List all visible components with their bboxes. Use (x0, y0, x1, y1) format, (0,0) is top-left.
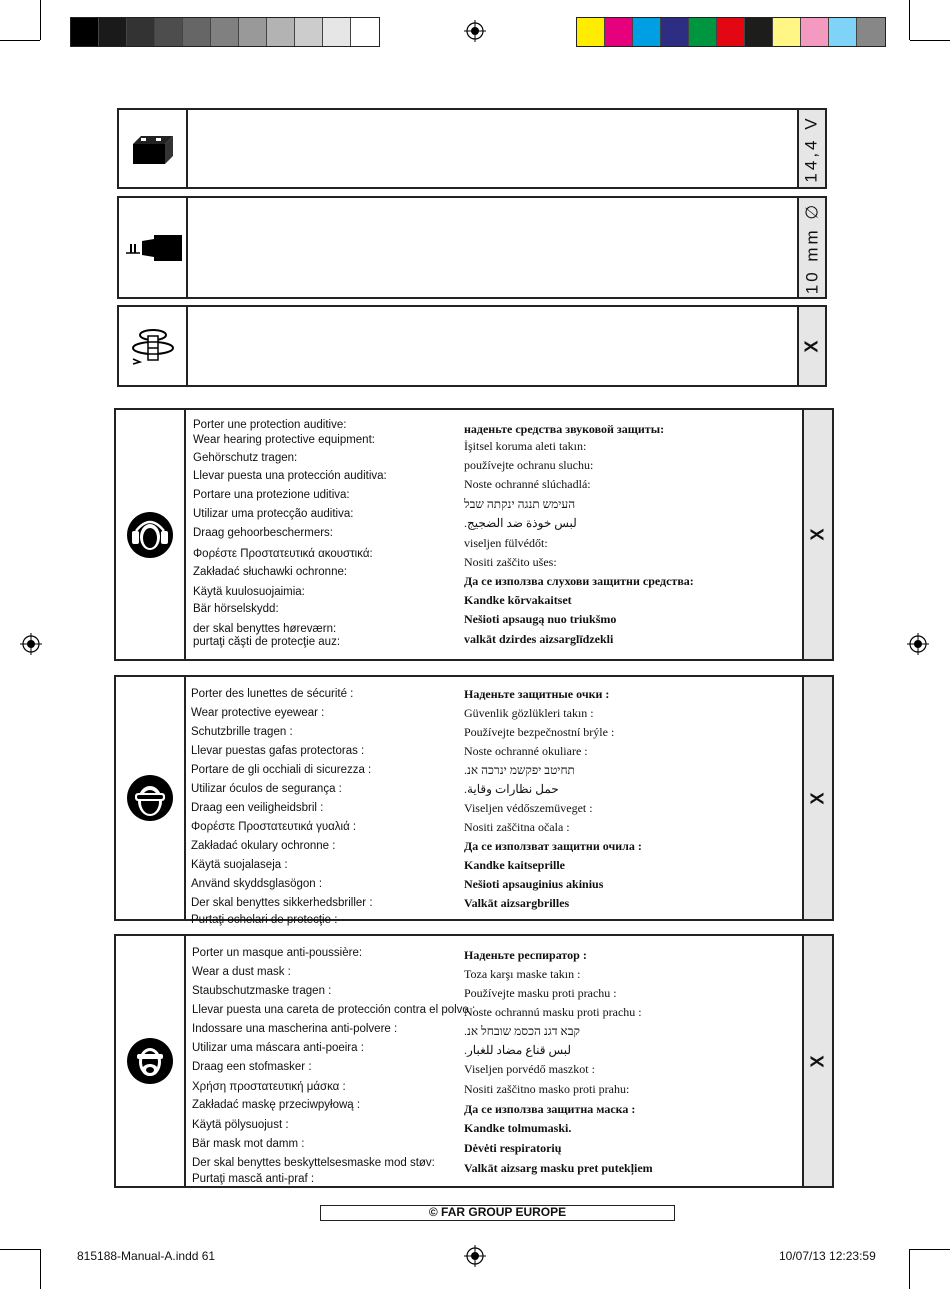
instruction-line: der skal benyttes høreværn: (193, 623, 337, 635)
chuck-capacity-value: 10 mm ∅ (802, 201, 821, 294)
crop-mark (910, 40, 950, 41)
voltage-value: 14,4 V (802, 114, 821, 183)
color-swatch (689, 18, 717, 46)
instruction-line: Käytä kuulosuojaimia: (193, 586, 305, 598)
instruction-line: наденьте средства звуковой защиты: (464, 422, 665, 436)
color-swatch (577, 18, 605, 46)
instruction-line: Purtaţi ochelari de protecţie : (191, 914, 338, 926)
instruction-line: Portare de gli occhiali di sicurezza : (191, 764, 372, 776)
hearing-applicable-mark: X (807, 528, 828, 541)
crop-mark (40, 0, 41, 40)
spec-row-torque (117, 305, 827, 387)
instruction-line: Güvenlik gözlükleri takın : (464, 706, 594, 720)
instruction-line: Porter un masque anti-poussière: (192, 947, 363, 959)
instruction-line: Dėvėti respiratorių (464, 1141, 562, 1155)
instruction-line: Llevar puesta una protección auditiva: (193, 470, 387, 482)
safety-icon-cell (116, 936, 186, 1186)
color-swatch (661, 18, 689, 46)
spec-row-chuck (117, 196, 827, 299)
print-timestamp: 10/07/13 12:23:59 (779, 1249, 876, 1263)
instruction-line: Viseljen porvédő maszkot : (464, 1062, 595, 1076)
color-swatch (295, 18, 323, 46)
instruction-line: Nešioti apsaugą nuo triukšmo (464, 612, 617, 626)
instruction-line: purtaţi căşti de protecţie auz: (193, 636, 341, 648)
color-swatch (717, 18, 745, 46)
instruction-line: Valkāt aizsargbrilles (464, 896, 570, 910)
spec-value-cell (797, 307, 825, 385)
instruction-line: Noste ochrannú masku proti prachu : (464, 1005, 642, 1019)
instruction-line: Да се използва слухови защитни средства: (464, 574, 694, 588)
crop-mark (909, 0, 910, 40)
spec-icon-cell (119, 110, 188, 187)
instruction-line: Kandke kaitseprille (464, 858, 566, 872)
battery-icon (129, 132, 177, 166)
safety-value-cell (802, 677, 832, 919)
instruction-line: Φορέστε Προστατευτικά γυαλιά : (191, 821, 357, 833)
instruction-line: Zakładać słuchawki ochronne: (193, 566, 348, 578)
instruction-line: Наденьте респиратор : (464, 948, 587, 962)
safety-value-cell (802, 936, 832, 1186)
crop-mark (40, 1249, 41, 1289)
crop-mark (910, 1249, 950, 1250)
instruction-line: Utilizar uma máscara anti-poeira : (192, 1042, 364, 1054)
safety-box-eyewear (114, 675, 834, 926)
instruction-line: لبس قناع مضاد للغبار. (464, 1043, 572, 1057)
hearing-protection-icon (126, 511, 174, 559)
color-swatch (633, 18, 661, 46)
instruction-line: Draag een stofmasker : (192, 1061, 312, 1073)
instruction-line: Llevar puesta una careta de protección contra el polvo : (192, 1004, 476, 1016)
instruction-line: Llevar puestas gafas protectoras : (191, 745, 365, 757)
brand-footer: © FAR GROUP EUROPE (320, 1205, 675, 1221)
instruction-line: Zakładać okulary ochronne : (191, 840, 336, 852)
instruction-line: Да се използва защитна маска : (464, 1102, 636, 1116)
instruction-line: Valkāt aizsarg masku pret putekļiem (464, 1161, 653, 1175)
instruction-line: Der skal benyttes beskyttelsesmaske mod støv: (192, 1157, 435, 1169)
instruction-line: Toza karşı maske takın : (464, 967, 581, 981)
instruction-line: Nešioti apsauginius akinius (464, 877, 604, 891)
grayscale-calibration-bar (70, 17, 380, 47)
instruction-line: Purtaţi mască anti-praf : (192, 1173, 315, 1185)
color-swatch (605, 18, 633, 46)
color-swatch (71, 18, 99, 46)
instruction-line: Wear a dust mask : (192, 966, 291, 978)
registration-mark-icon (464, 20, 486, 42)
instruction-line: İşitsel koruma aleti takın: (464, 439, 587, 453)
color-swatch (183, 18, 211, 46)
instruction-line: Draag gehoorbeschermers: (193, 527, 333, 539)
file-slug: 815188-Manual-A.indd 61 (77, 1249, 216, 1263)
torque-clutch-icon (130, 326, 176, 366)
chuck-icon (122, 231, 184, 265)
instruction-line: valkāt dzirdes aizsarglīdzekli (464, 632, 614, 646)
instruction-line: Nositi zaščitna očala : (464, 820, 570, 834)
dust-mask-icon (126, 1037, 174, 1085)
instruction-line: Zakładać maskę przeciwpyłową : (192, 1099, 361, 1111)
color-swatch (801, 18, 829, 46)
instruction-line: Gehörschutz tragen: (193, 452, 298, 464)
instruction-line: Utilizar óculos de segurança : (191, 783, 342, 795)
instruction-line: Nositi zaščito ušes: (464, 555, 557, 569)
instruction-line: حمل نظارات وقاية. (464, 782, 559, 796)
instruction-line: Kandke kõrvakaitset (464, 593, 572, 607)
instruction-line: Portare una protezione uditiva: (193, 489, 350, 501)
safety-box-hearing (114, 408, 834, 661)
color-swatch (829, 18, 857, 46)
crop-mark (909, 1249, 910, 1289)
instruction-line: Χρήση προστατευτική μάσκα : (192, 1081, 346, 1093)
color-swatch (155, 18, 183, 46)
instruction-line: Der skal benyttes sikkerhedsbriller : (191, 897, 373, 909)
crop-mark (0, 1249, 40, 1250)
instruction-line: viseljen fülvédőt: (464, 536, 548, 550)
dust-mask-applicable-mark: X (807, 1054, 828, 1068)
instruction-line: Kandke tolmumaski. (464, 1121, 572, 1135)
instruction-line: Staubschutzmaske tragen : (192, 985, 332, 997)
safety-icon-cell (116, 410, 186, 659)
safety-icon-cell (116, 677, 186, 919)
instruction-line: Porter des lunettes de sécurité : (191, 688, 354, 700)
instruction-line: Porter une protection auditive: (193, 419, 347, 431)
color-swatch (351, 18, 379, 46)
color-swatch (323, 18, 351, 46)
crop-mark (0, 40, 40, 41)
instruction-line: Používejte bezpečnostní brýle : (464, 725, 615, 739)
color-swatch (857, 18, 885, 46)
instruction-line: Käytä pölysuojust : (192, 1119, 289, 1131)
safety-value-cell (802, 410, 832, 659)
instruction-line: Наденьте защитные очки : (464, 687, 610, 701)
color-swatch (745, 18, 773, 46)
instruction-line: Да се използват защитни очила : (464, 839, 642, 853)
instruction-line: Noste ochranné okuliare : (464, 744, 588, 758)
eye-protection-icon (126, 774, 174, 822)
instruction-line: používejte ochranu sluchu: (464, 458, 594, 472)
instruction-line: لبس خوذة ضد الضجيج. (464, 516, 577, 530)
registration-mark-icon (464, 1245, 486, 1267)
spec-value-cell (797, 198, 825, 297)
instruction-line: Viseljen védőszemüveget : (464, 801, 593, 815)
instruction-line: Noste ochranné slúchadlá: (464, 477, 591, 491)
instruction-line: Draag een veiligheidsbril : (191, 802, 324, 814)
spec-row-battery (117, 108, 827, 189)
instruction-line: Φορέστε Προστατευτικά ακουστικά: (193, 548, 373, 560)
instruction-line: קבא דגנ הכסמ שובחל אנ. (464, 1024, 580, 1038)
registration-mark-icon (907, 633, 929, 655)
torque-value: X (801, 339, 822, 353)
instruction-line: Bär mask mot damm : (192, 1138, 305, 1150)
instruction-line: Bär hörselskydd: (193, 603, 279, 615)
instruction-line: Käytä suojalaseja : (191, 859, 288, 871)
color-swatch (211, 18, 239, 46)
instruction-line: Schutzbrille tragen : (191, 726, 293, 738)
spec-value-cell (797, 110, 825, 187)
color-swatch (99, 18, 127, 46)
instruction-line: Nositi zaščitno masko proti prahu: (464, 1082, 630, 1096)
eyewear-applicable-mark: X (807, 791, 828, 805)
color-swatch (127, 18, 155, 46)
spec-icon-cell (119, 198, 188, 297)
instruction-line: Používejte masku proti prachu : (464, 986, 617, 1000)
color-swatch (239, 18, 267, 46)
instruction-line: Utilizar uma protecção auditiva: (193, 508, 354, 520)
color-calibration-bar (576, 17, 886, 47)
instruction-line: Använd skyddsglasögon : (191, 878, 323, 890)
spec-icon-cell (119, 307, 188, 385)
instruction-line: תחיטב יפקשמ ינרכה אנ. (464, 763, 575, 777)
registration-mark-icon (20, 633, 42, 655)
safety-box-dust-mask (114, 934, 834, 1188)
color-swatch (267, 18, 295, 46)
instruction-line: Indossare una mascherina anti-polvere : (192, 1023, 398, 1035)
instruction-line: Wear hearing protective equipment: (193, 434, 375, 446)
instruction-line: העימש תנגה ינקתה שבל (464, 497, 576, 511)
color-swatch (773, 18, 801, 46)
instruction-line: Wear protective eyewear : (191, 707, 325, 719)
